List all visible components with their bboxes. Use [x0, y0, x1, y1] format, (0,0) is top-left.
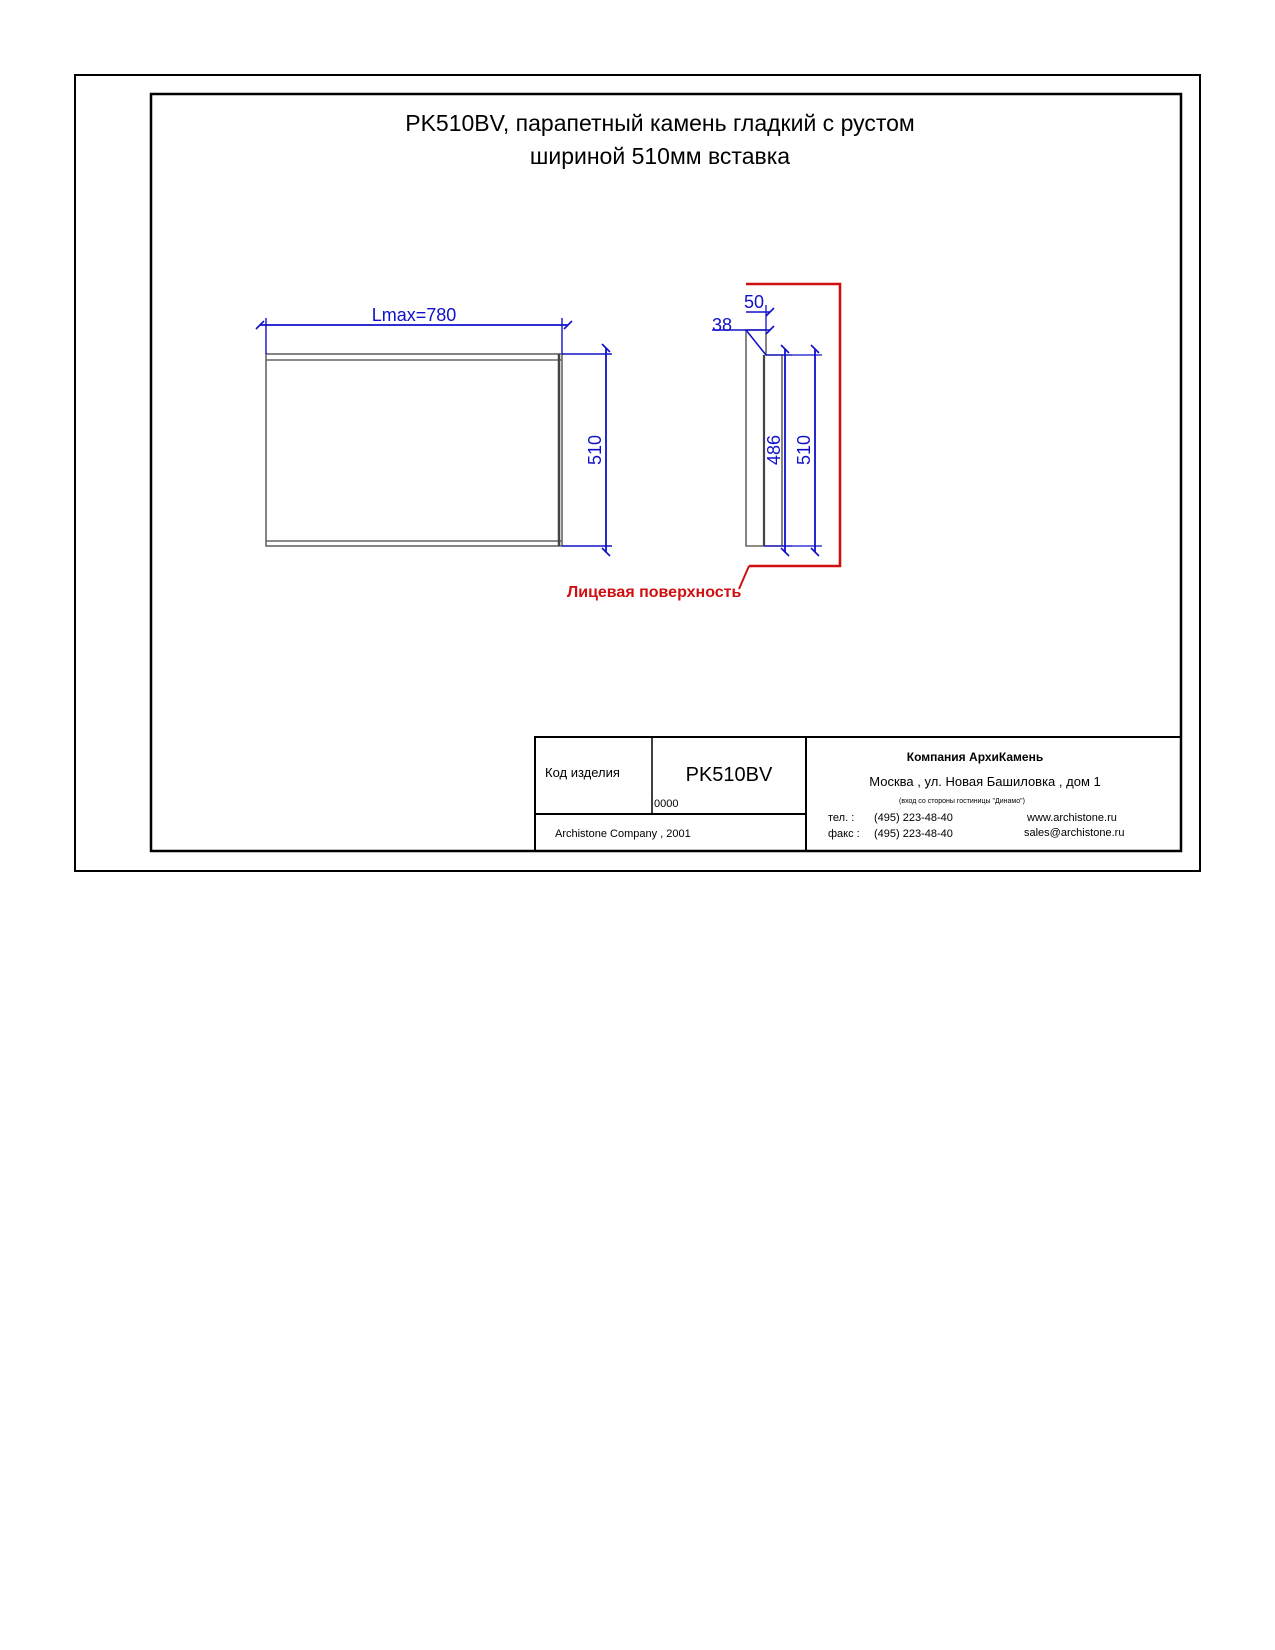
face-label: Лицевая поверхность: [567, 584, 742, 601]
company-address-note: (вход со стороны гостиницы "Динамо"): [899, 798, 1025, 805]
fax-value: (495) 223-48-40: [874, 828, 953, 840]
phone-label: тел. :: [828, 812, 855, 824]
length-dimension-label: Lmax=780: [371, 305, 457, 325]
side-view: [567, 284, 840, 601]
height-dimension-label: 510: [585, 434, 605, 466]
code-label: Код изделия: [545, 765, 620, 780]
phone-value: (495) 223-48-40: [874, 812, 953, 824]
front-view-outline: [266, 354, 562, 546]
face-outline: [746, 284, 840, 566]
dim486-label: 486: [764, 434, 784, 466]
dim38-extension: [746, 330, 766, 355]
title-block: [535, 737, 1181, 851]
email-link[interactable]: sales@archistone.ru: [1024, 827, 1125, 839]
dim510-label: 510: [794, 434, 814, 466]
drawing-title-line2: шириной 510мм вставка: [529, 143, 791, 169]
fax-label: факс :: [828, 828, 860, 840]
dim50-label: 50: [744, 292, 765, 312]
copyright: Archistone Company , 2001: [555, 828, 691, 840]
code-value: PK510BV: [685, 764, 773, 786]
code-number: 0000: [654, 798, 679, 810]
drawing-title-line1: PK510BV, парапетный камень гладкий с рустом: [405, 110, 915, 136]
company-address: Москва , ул. Новая Башиловка , дом 1: [869, 774, 1101, 789]
company-name: Компания АрхиКамень: [906, 750, 1044, 764]
front-view: [260, 305, 612, 552]
website-link[interactable]: www.archistone.ru: [1027, 812, 1117, 824]
dim38-label: 38: [712, 315, 733, 335]
